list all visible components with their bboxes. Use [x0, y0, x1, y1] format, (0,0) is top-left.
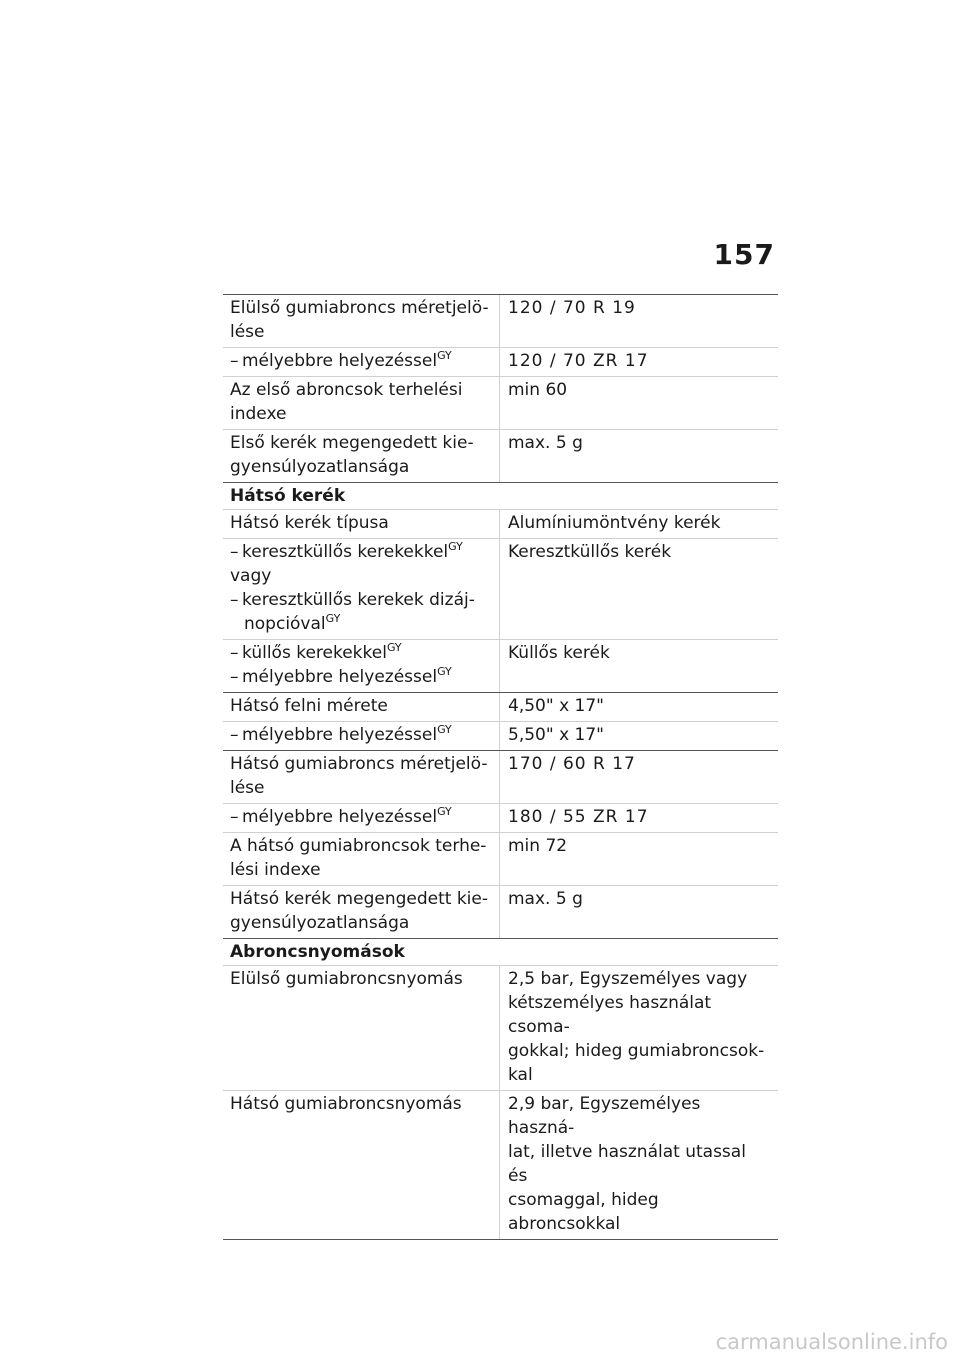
- spec-value: 120 / 70 ZR 17: [508, 351, 649, 371]
- label-line: indexe: [230, 404, 287, 424]
- table-row: [223, 1090, 778, 1240]
- spec-label: [223, 886, 500, 938]
- table-row: [223, 803, 778, 832]
- spec-value: [500, 1091, 778, 1239]
- dash-bullet: –: [230, 542, 239, 562]
- label-line: mélyebbre helyezéssel: [242, 667, 438, 687]
- spec-value: 170 / 60 R 17: [508, 754, 636, 774]
- label-line: lése: [230, 322, 265, 342]
- spec-label: Hátsó kerék típusa: [223, 510, 500, 538]
- spec-value: 5,50" x 17": [508, 725, 604, 745]
- spec-label: [223, 539, 500, 639]
- watermark: carmanualsonline.info: [715, 1330, 948, 1354]
- spec-value: min 60: [508, 380, 568, 400]
- spec-label: [223, 751, 500, 803]
- table-row: [223, 832, 778, 885]
- footnote-marker: GY: [437, 665, 452, 678]
- footnote-marker: GY: [437, 723, 452, 736]
- label-line: keresztküllős kerekekkel: [242, 542, 449, 562]
- dash-bullet: –: [230, 807, 239, 827]
- spec-value: min 72: [508, 836, 568, 856]
- label-line: Elülső gumiabroncs méretjelö-: [230, 298, 489, 318]
- spec-label: [223, 348, 500, 376]
- label-line: lése: [230, 778, 265, 798]
- spec-value: Alumíniumöntvény kerék: [508, 513, 721, 533]
- label-line: mélyebbre helyezéssel: [242, 807, 438, 827]
- label-line: Első kerék megengedett kie-: [230, 433, 474, 453]
- table-row: [223, 538, 778, 639]
- footnote-marker: GY: [437, 805, 452, 818]
- table-row: [223, 692, 778, 721]
- label-line: mélyebbre helyezéssel: [242, 725, 438, 745]
- spec-value: 180 / 55 ZR 17: [508, 807, 649, 827]
- table-row: [223, 294, 778, 347]
- value-line: kétszemélyes használat csoma-: [508, 993, 712, 1037]
- spec-value: Keresztküllős kerék: [508, 542, 672, 562]
- section-title: Abroncsnyomások: [230, 942, 405, 962]
- spec-label: [223, 833, 500, 885]
- value-line: 2,5 bar, Egyszemélyes vagy: [508, 969, 748, 989]
- spec-value: Küllős kerék: [508, 643, 610, 663]
- value-line: csomaggal, hideg abroncsokkal: [508, 1190, 659, 1234]
- value-line: kal: [508, 1065, 533, 1085]
- spec-table: [223, 294, 778, 1240]
- section-header-rear-wheel: [223, 482, 778, 509]
- dash-bullet: –: [230, 590, 239, 610]
- label-line: vagy: [230, 566, 272, 586]
- spec-value: max. 5 g: [508, 889, 583, 909]
- label-line: A hátsó gumiabroncsok terhe-: [230, 836, 487, 856]
- label-line: Hátsó gumiabroncs méretjelö-: [230, 754, 488, 774]
- section-header-tire-pressure: [223, 938, 778, 965]
- footnote-marker: GY: [437, 349, 452, 362]
- value-line: lat, illetve használat utassal és: [508, 1142, 746, 1186]
- footnote-marker: GY: [386, 641, 402, 654]
- spec-label: Hátsó gumiabroncsnyomás: [223, 1091, 500, 1239]
- spec-label: [223, 295, 500, 347]
- label-line: Hátsó kerék megengedett kie-: [230, 889, 488, 909]
- spec-value: 4,50" x 17": [508, 696, 604, 716]
- table-row: [223, 750, 778, 803]
- table-row: [223, 429, 778, 482]
- spec-value: max. 5 g: [508, 433, 583, 453]
- spec-value: [500, 966, 778, 1090]
- label-line: nopcióval: [244, 614, 326, 634]
- table-row: [223, 965, 778, 1090]
- spec-label: Hátsó felni mérete: [223, 693, 500, 721]
- table-row: [223, 721, 778, 750]
- label-line: gyensúlyozatlansága: [230, 457, 410, 477]
- page-number: 157: [713, 238, 775, 271]
- spec-label: [223, 722, 500, 750]
- spec-label: [223, 430, 500, 482]
- spec-label: [223, 804, 500, 832]
- dash-bullet: –: [230, 667, 239, 687]
- label-line: gyensúlyozatlansága: [230, 913, 410, 933]
- label-line: lési indexe: [230, 860, 321, 880]
- spec-label: Elülső gumiabroncsnyomás: [223, 966, 500, 1090]
- label-line: Az első abroncsok terhelési: [230, 380, 463, 400]
- table-row: [223, 509, 778, 538]
- label-line: keresztküllős kerekek dizáj-: [242, 590, 475, 610]
- table-row: [223, 347, 778, 376]
- table-row: [223, 376, 778, 429]
- table-row: [223, 639, 778, 692]
- value-line: 2,9 bar, Egyszemélyes haszná-: [508, 1094, 701, 1138]
- footnote-marker: GY: [325, 612, 341, 625]
- spec-label: [223, 377, 500, 429]
- footnote-marker: GY: [448, 540, 463, 553]
- value-line: gokkal; hideg gumiabroncsok-: [508, 1041, 765, 1061]
- label-line: mélyebbre helyezéssel: [242, 351, 438, 371]
- spec-value: 120 / 70 R 19: [508, 298, 636, 318]
- label-line: küllős kerekekkel: [242, 643, 387, 663]
- dash-bullet: –: [230, 643, 239, 663]
- dash-bullet: –: [230, 725, 239, 745]
- dash-bullet: –: [230, 351, 239, 371]
- spec-label: [223, 640, 500, 692]
- table-row: [223, 885, 778, 938]
- section-title: Hátsó kerék: [230, 486, 346, 506]
